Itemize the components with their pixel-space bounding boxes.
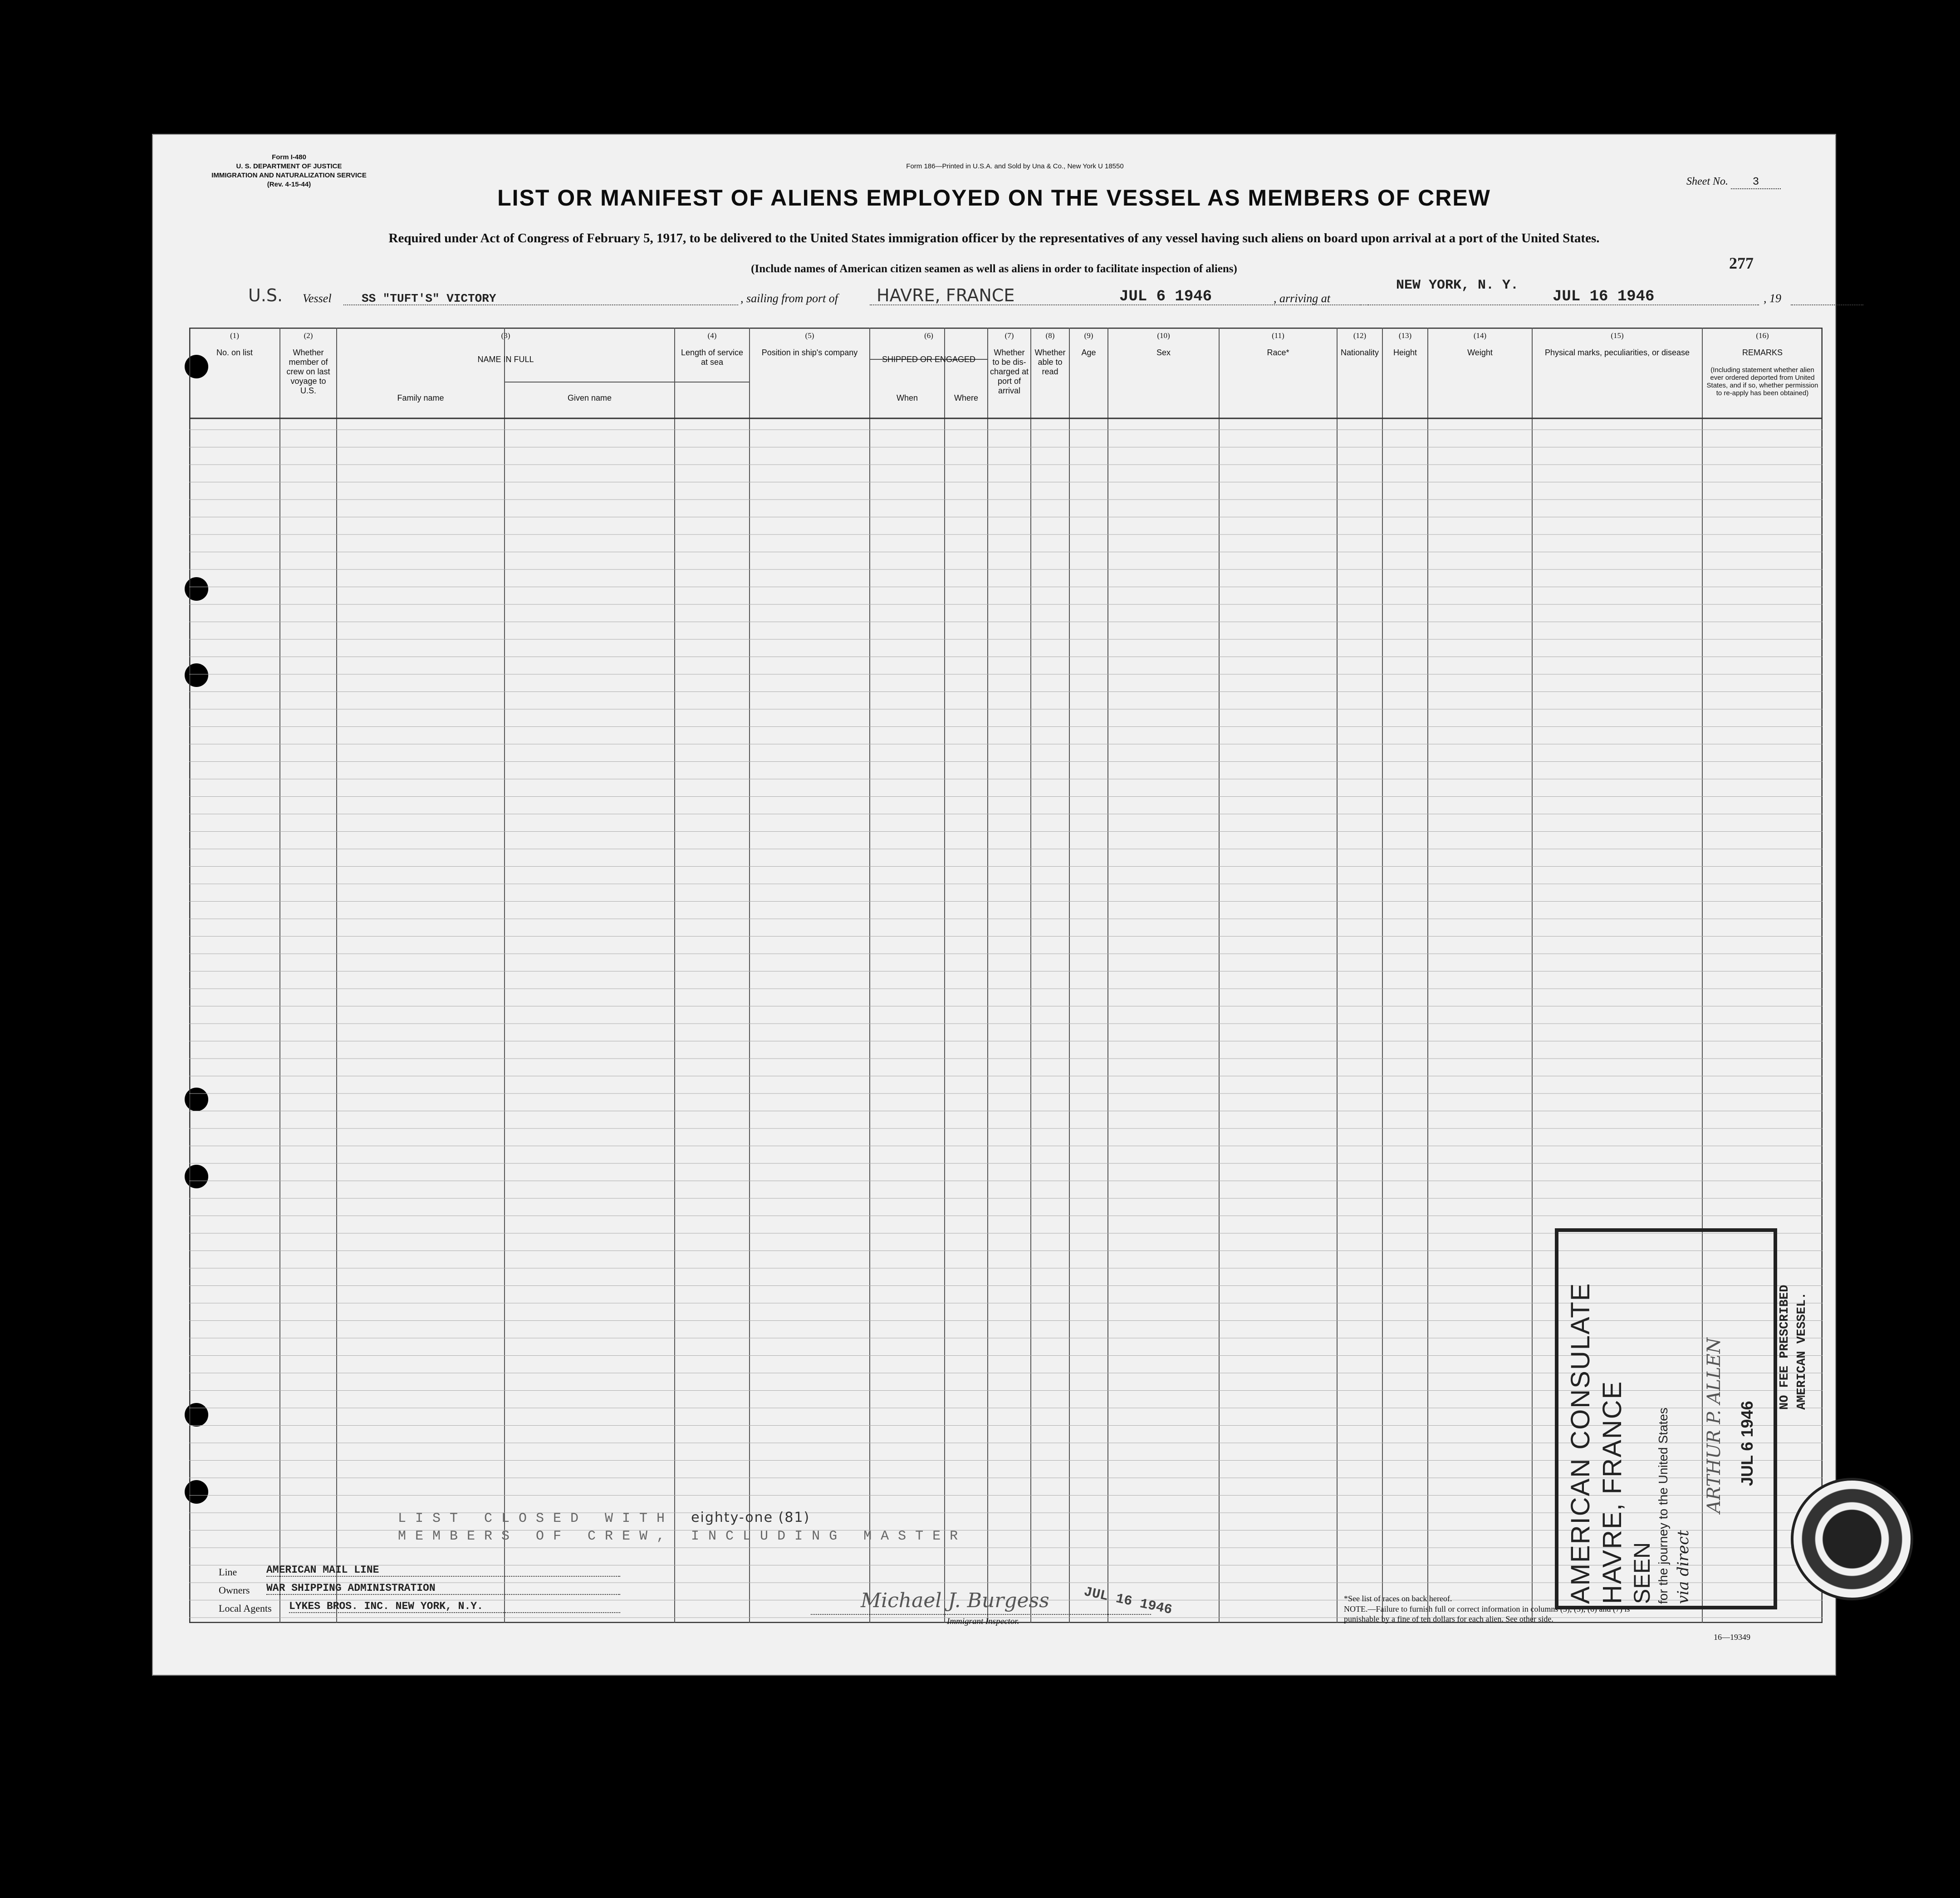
agents-label: Local Agents: [219, 1603, 272, 1614]
arriving-port: NEW YORK, N. Y.: [1396, 278, 1519, 293]
column-header: Length of service at sea: [681, 348, 744, 367]
consulate-city: HAVRE, FRANCE: [1597, 1380, 1627, 1604]
column-header: Whether member of crew on last voyage to U.S.: [286, 348, 330, 395]
column-header: Height: [1393, 348, 1417, 357]
owners-label: Owners: [219, 1584, 250, 1596]
form-revision: (Rev. 4-15-44): [267, 181, 311, 188]
column-number: (1): [230, 331, 239, 340]
column-number: (11): [1272, 331, 1284, 340]
printer-note: Form 186—Printed in U.S.A. and Sold by Una & Co., New York U 18550: [906, 162, 1124, 170]
column-header: Age: [1081, 348, 1096, 357]
arrival-date-stamp: JUL 16 1946: [1553, 288, 1655, 305]
column-subheader: Where: [954, 393, 978, 402]
page-title: LIST OR MANIFEST OF ALIENS EMPLOYED ON THE VESSEL AS MEMBERS OF CREW: [497, 185, 1491, 211]
column-subheader: Given name: [567, 393, 612, 402]
closing-count-handwritten: eighty-one (81): [691, 1510, 810, 1525]
inspector-label: Immigrant Inspector.: [947, 1617, 1019, 1626]
column-number: (10): [1157, 331, 1170, 340]
voyage-line: [248, 280, 1808, 312]
vessel-label: Vessel: [303, 292, 332, 305]
column-header: NAME IN FULL: [477, 355, 534, 364]
column-header: Weight: [1467, 348, 1493, 357]
consulate-stamp: [1555, 1228, 1777, 1609]
penalty-note: NOTE.—Failure to furnish full or correct information in columns (3), (5), (6) and (7) is punishable by a fine of ten dollars for each alien. See other side.: [1344, 1604, 1630, 1623]
agents-value: LYKES BROS. INC. NEW YORK, N.Y.: [289, 1600, 620, 1613]
column-number: (9): [1084, 331, 1093, 340]
form-identification: [194, 153, 384, 189]
column-number: (6): [924, 331, 933, 340]
sailing-port: HAVRE, FRANCE: [877, 285, 1015, 305]
column-number: (8): [1045, 331, 1055, 340]
sailing-label: , sailing from port of: [740, 292, 838, 305]
column-number: (14): [1473, 331, 1487, 340]
column-header: Whether to be dis-charged at port of arrival: [990, 348, 1029, 395]
consulate-name: AMERICAN CONSULATE: [1566, 1282, 1595, 1604]
inspector-date-stamp: JUL 16 1946: [1082, 1584, 1174, 1618]
form-number: Form I-480: [272, 153, 306, 161]
requirement-text: Required under Act of Congress of February 5, 1917, to be delivered to the United States immigration officer by the representatives of any vessel having such aliens on board upon arrival at a port of the United States.: [388, 231, 1600, 245]
column-header: Nationality: [1340, 348, 1379, 357]
column-header: Position in ship's company: [761, 348, 858, 357]
sheet-number-value: 3: [1731, 176, 1781, 189]
no-fee-text: NO FEE PRESCRIBED: [1778, 1285, 1792, 1410]
column-header: Sex: [1156, 348, 1171, 357]
column-header: Race*: [1267, 348, 1289, 357]
column-header: Whether able to read: [1034, 348, 1066, 376]
column-number: (16): [1756, 331, 1769, 340]
column-number: (7): [1004, 331, 1014, 340]
american-vessel-text: AMERICAN VESSEL.: [1795, 1292, 1809, 1410]
flag-handwritten: U.S.: [248, 285, 283, 305]
consulate-seal: [1791, 1478, 1913, 1600]
consulate-seen: SEEN: [1629, 1542, 1655, 1604]
column-number: (12): [1353, 331, 1367, 340]
column-subheader: Family name: [397, 393, 444, 402]
line-value: AMERICAN MAIL LINE: [266, 1564, 620, 1577]
column-number: (15): [1611, 331, 1624, 340]
column-header: REMARKS: [1742, 348, 1783, 357]
department-name: U. S. DEPARTMENT OF JUSTICE: [236, 162, 342, 170]
column-number: (5): [805, 331, 814, 340]
column-subheader: When: [896, 393, 918, 402]
consulate-date-stamp: JUL 6 1946: [1738, 1401, 1756, 1486]
arriving-label: , arriving at: [1274, 292, 1330, 305]
manifest-sheet: [152, 134, 1836, 1676]
column-header: No. on list: [216, 348, 253, 357]
column-number: (3): [501, 331, 510, 340]
column-number: (13): [1398, 331, 1412, 340]
column-number: (4): [707, 331, 717, 340]
column-number: (2): [304, 331, 313, 340]
include-note: (Include names of American citizen seamen as well as aliens in order to facilitate inspection of aliens): [751, 263, 1237, 275]
form-code: 16—19349: [1714, 1633, 1750, 1642]
closing-text: LIST CLOSED WITH: [398, 1511, 674, 1526]
vessel-name: SS "TUFT'S" VICTORY: [362, 292, 496, 305]
service-name: IMMIGRATION AND NATURALIZATION SERVICE: [211, 172, 367, 179]
races-note: *See list of races on back hereof.: [1344, 1594, 1452, 1603]
consulate-officer-signature: ARTHUR P. ALLEN: [1704, 1338, 1725, 1513]
owners-value: WAR SHIPPING ADMINISTRATION: [266, 1582, 620, 1595]
line-label: Line: [219, 1566, 237, 1578]
column-header: Physical marks, peculiarities, or disease: [1544, 348, 1690, 357]
inspector-signature: Michael J. Burgess: [861, 1589, 1049, 1612]
consulate-via: via direct: [1674, 1530, 1692, 1604]
stamp-number: 277: [1729, 254, 1754, 272]
sheet-number-label: Sheet No.: [1686, 176, 1728, 187]
consulate-journey: for the journey to the United States: [1656, 1408, 1670, 1604]
column-header: SHIPPED OR ENGAGED: [882, 355, 976, 364]
closing-line-2: MEMBERS OF CREW, INCLUDING MASTER: [398, 1529, 967, 1544]
closing-line-1: [398, 1510, 810, 1526]
year-label: , 19: [1764, 292, 1781, 305]
column-note: (Including statement whether alien ever ordered deported from United States, and if so, whether permission to re-apply has been obtained): [1706, 366, 1818, 397]
sailing-date-stamp: JUL 6 1946: [1119, 288, 1212, 305]
